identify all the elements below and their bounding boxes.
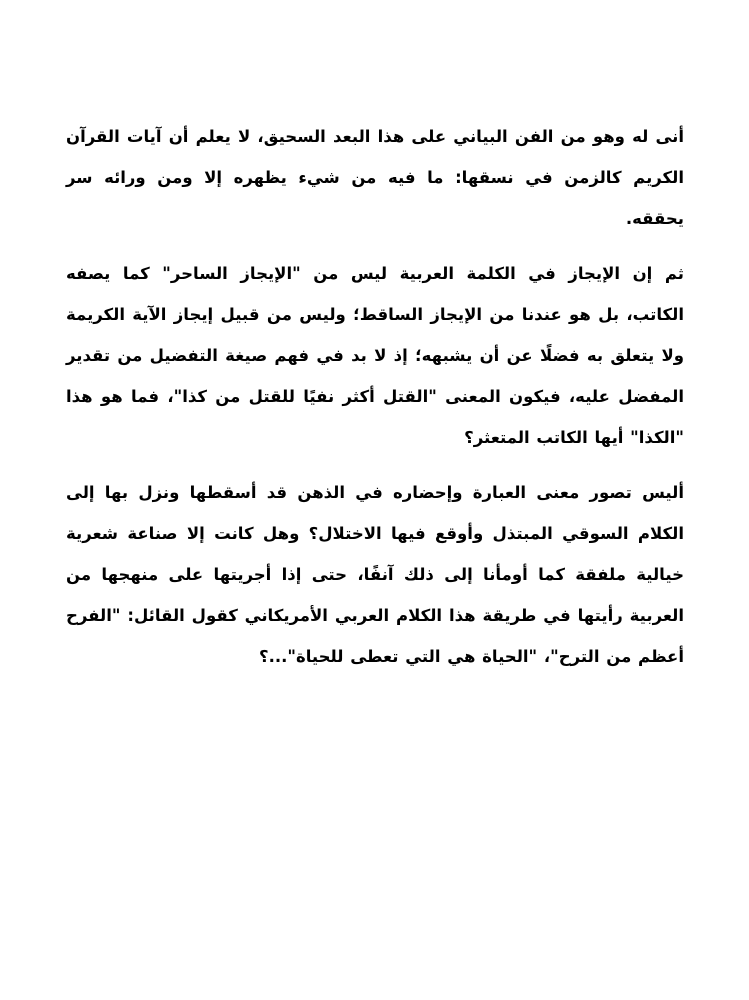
document-body — [66, 116, 684, 691]
paragraph-3: أليس تصور معنى العبارة وإحضاره في الذهن قد أسقطها ونزل بها إلى الكلام السوقي المبتذل وأوقع فيها الاختلال؟ وهل كانت إلا صناعة شعرية خيالية ملفقة كما أومأنا إلى ذلك آنفًا، حتى إذا أجريتها على منهجها من العربية رأيتها في طريقة هذا الكلام العربي الأمريكاني كقول القائل: "الفرح أعظم من الترح"، "الحياة هي التي تعطى للحياة"...؟ — [66, 483, 684, 666]
paragraph-1: أنى له وهو من الفن البياني على هذا البعد السحيق، لا يعلم أن آيات القرآن الكريم كالزمن في نسقها: ما فيه من شيء يظهره إلا ومن ورائه سر يحققه. — [66, 127, 684, 228]
paragraph-2: ثم إن الإيجاز في الكلمة العربية ليس من "الإيجاز الساحر" كما يصفه الكاتب، بل هو عندنا من الإيجاز الساقط؛ وليس من قبيل إيجاز الآية الكريمة ولا يتعلق به فضلًا عن أن يشبهه؛ إذ لا بد في فهم صيغة التفضيل من تقدير المفضل عليه، فيكون المعنى "القتل أكثر نفيًا للقتل من كذا"، فما هو هذا "الكذا" أيها الكاتب المتعثر؟ — [66, 264, 684, 447]
